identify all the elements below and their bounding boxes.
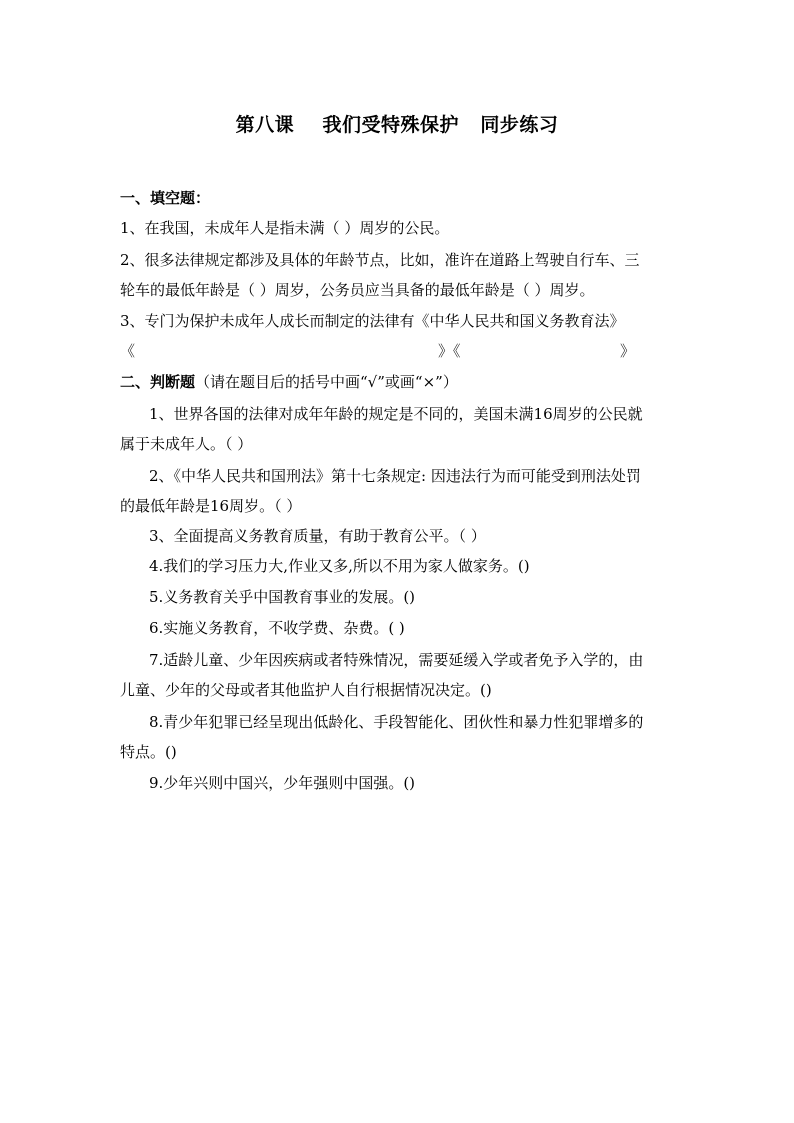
true-false-q7-line2: 儿童、少年的父母或者其他监护人自行根据情况决定。() bbox=[120, 681, 492, 699]
true-false-q8-line2: 特点。() bbox=[120, 743, 177, 761]
true-false-q9: 9.少年兴则中国兴，少年强则中国强。() bbox=[149, 774, 416, 792]
section-true-false-heading-row bbox=[120, 372, 680, 392]
fill-blank-q2-line2: 轮车的最低年龄是（ ）周岁，公务员应当具备的最低年龄是（ ）周岁。 bbox=[120, 281, 595, 299]
true-false-q5: 5.义务教育关乎中国教育事业的发展。() bbox=[149, 588, 416, 606]
section-true-false-note: （请在题目后的括号中画“√”或画“×”） bbox=[195, 373, 458, 391]
fill-blank-q1: 1、在我国，未成年人是指未满（ ）周岁的公民。 bbox=[120, 219, 450, 237]
fill-blank-q3-line1: 3、专门为保护未成年人成长而制定的法律有《中华人民共和国义务教育法》 bbox=[120, 312, 625, 330]
true-false-q2-line1: 2、《中华人民共和国刑法》第十七条规定: 因违法行为而可能受到刑法处罚 bbox=[149, 467, 641, 485]
true-false-q1-line2: 属于未成年人。（ ） bbox=[120, 435, 253, 453]
book-title-bracket-middle: 》《 bbox=[438, 342, 461, 360]
page-title: 第八课 我们受特殊保护 同步练习 bbox=[235, 114, 559, 136]
book-title-bracket-open: 《 bbox=[120, 342, 136, 360]
book-title-bracket-close: 》 bbox=[620, 342, 636, 360]
true-false-q4: 4.我们的学习压力大,作业又多,所以不用为家人做家务。() bbox=[149, 557, 530, 575]
true-false-q1-line1: 1、世界各国的法律对成年年龄的规定是不同的，美国未满16周岁的公民就 bbox=[149, 405, 643, 423]
section-fill-blank-heading: 一、填空题： bbox=[120, 189, 211, 207]
true-false-q7-line1: 7.适龄儿童、少年因疾病或者特殊情况，需要延缓入学或者免予入学的，由 bbox=[149, 651, 644, 669]
section-true-false-heading: 二、判断题 bbox=[120, 373, 196, 391]
true-false-q3: 3、全面提高义务教育质量，有助于教育公平。（ ） bbox=[149, 527, 486, 545]
fill-blank-q2-line1: 2、很多法律规定都涉及具体的年龄节点，比如，准许在道路上驾驶自行车、三 bbox=[120, 251, 640, 269]
true-false-q2-line2: 的最低年龄是16周岁。（ ） bbox=[120, 497, 302, 515]
true-false-q6: 6.实施义务教育，不收学费、杂费。( ) bbox=[149, 619, 405, 637]
true-false-q8-line1: 8.青少年犯罪已经呈现出低龄化、手段智能化、团伙性和暴力性犯罪增多的 bbox=[149, 713, 644, 731]
